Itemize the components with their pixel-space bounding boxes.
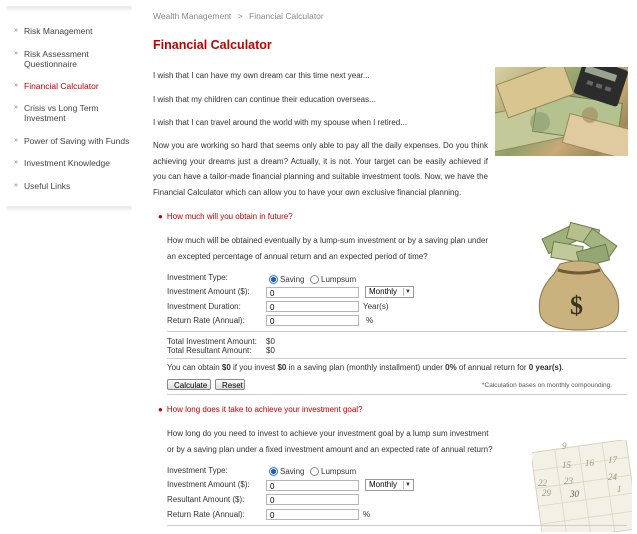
s2-frequency-value: Monthly: [369, 480, 398, 489]
section1-heading: [158, 212, 293, 221]
bullet-dot-icon: ●: [158, 405, 163, 414]
sidebar-item-useful-links[interactable]: [14, 181, 134, 191]
s1-lumpsum-label: Lumpsum: [321, 275, 357, 284]
sidebar-item-crisis[interactable]: [14, 103, 134, 123]
calendar-day: 22: [538, 478, 547, 488]
money-bag-icon: [530, 222, 628, 332]
sidebar-item-risk-management[interactable]: [14, 26, 134, 36]
bullet-icon: »: [14, 50, 18, 57]
bullet-icon: »: [14, 104, 18, 111]
calculate-button[interactable]: Calculate: [167, 379, 211, 390]
s1-frequency-select[interactable]: [365, 286, 414, 298]
calendar-icon: [532, 440, 632, 532]
reset-button[interactable]: Reset: [215, 379, 245, 390]
s1-total-result-value: $0: [266, 346, 275, 355]
sidebar-item-label: Risk Assessment Questionnaire: [24, 49, 89, 69]
s2-saving-radio[interactable]: [269, 467, 278, 476]
sidebar-item-label: Useful Links: [24, 181, 71, 191]
wish-education: I wish that my children can continue their education overseas...: [153, 95, 376, 104]
s1-total-investment-value: $0: [266, 337, 275, 346]
sidebar-item-risk-assessment[interactable]: [14, 49, 134, 69]
dropdown-arrow-icon: ▼: [403, 288, 412, 296]
s2-frequency-select[interactable]: [365, 479, 414, 491]
section1-description: How much will be obtained eventually by a lump-sum investment or by a saving plan under an excepted percentage of annual return and an expected period of time?: [167, 236, 489, 261]
sidebar-item-label: Risk Management: [24, 26, 93, 36]
sidebar-top-divider: [6, 6, 132, 11]
s1-rate-input[interactable]: 0: [266, 315, 359, 326]
calendar-day: 16: [585, 458, 594, 468]
s1-duration-label: Investment Duration:: [167, 302, 241, 311]
sidebar-item-financial-calculator[interactable]: [14, 81, 134, 91]
s2-resultant-label: Resultant Amount ($):: [167, 495, 245, 504]
s1-amount-input[interactable]: 0: [266, 287, 359, 298]
s1-lumpsum-radio[interactable]: [310, 275, 319, 284]
s1-saving-label: Saving: [280, 275, 305, 284]
section2-heading-text: How long does it take to achieve your investment goal?: [166, 405, 363, 414]
s2-amount-input[interactable]: 0: [266, 480, 359, 491]
calendar-day: 24: [608, 472, 617, 482]
breadcrumb-current: Financial Calculator: [249, 11, 324, 21]
s1-rate-label: Return Rate (Annual):: [167, 316, 245, 325]
calendar-day: 9: [562, 441, 567, 451]
s1-total-investment-label: Total Investment Amount:: [167, 337, 257, 346]
s2-rate-label: Return Rate (Annual):: [167, 510, 245, 519]
section1-heading-text: How much will you obtain in future?: [166, 212, 293, 221]
calendar-day: 15: [562, 460, 571, 470]
s1-bottom-divider: [167, 394, 627, 395]
section2-heading: [158, 405, 363, 414]
calendar-day: 29: [542, 488, 551, 498]
breadcrumb: [153, 11, 324, 21]
bullet-icon: »: [14, 82, 18, 89]
s1-total-result-label: Total Resultant Amount:: [167, 346, 252, 355]
calendar-day: 30: [570, 489, 579, 499]
s1-saving-radio[interactable]: [269, 275, 278, 284]
compounding-note: *Calculation bases on monthly compounding.: [482, 382, 613, 389]
bullet-icon: »: [14, 182, 18, 189]
sidebar-item-label: Investment Knowledge: [24, 158, 110, 168]
calendar-day: 1: [617, 484, 622, 494]
bullet-icon: »: [14, 27, 18, 34]
calendar-day: 17: [608, 455, 617, 465]
wish-car: I wish that I can have my own dream car this time next year...: [153, 71, 370, 80]
breadcrumb-root-link[interactable]: Wealth Management: [153, 11, 232, 21]
s2-resultant-input[interactable]: 0: [266, 494, 359, 505]
sidebar-bottom-divider: [6, 206, 132, 211]
s2-rate-unit: %: [363, 510, 371, 519]
wish-travel: I wish that I can travel around the world with my spouse when I retired...: [153, 118, 407, 127]
bullet-icon: »: [14, 159, 18, 166]
s2-amount-label: Investment Amount ($):: [167, 480, 250, 489]
s1-divider-2: [167, 358, 627, 359]
s1-amount-label: Investment Amount ($):: [167, 287, 250, 296]
breadcrumb-separator: >: [237, 11, 243, 21]
s1-result-summary: You can obtain $0 if you invest $0 in a saving plan (monthly installment) under 0% of annual return for 0 year(s).: [167, 363, 564, 372]
section2-description: How long do you need to invest to achieve your investment goal by a lump sum investment or by a saving plan under a fixed investment amount and an expected rate of annual return?: [167, 429, 493, 454]
intro-paragraph: Now you are working so hard that seems only able to pay all the daily expenses. Do you think achieving your dreams just a dream? Actually, it is not. Your target can be easily achieved if you can have a tailor-made financial planning and suitable investment tools. Now, we have the Financial Calculator which can allow you to have your own exclusive financial planning.: [153, 141, 488, 197]
s1-type-label: Investment Type:: [167, 273, 228, 282]
s2-rate-input[interactable]: 0: [266, 509, 359, 520]
s2-divider: [167, 525, 627, 526]
page-title: Financial Calculator: [153, 38, 272, 52]
bullet-dot-icon: ●: [158, 212, 163, 221]
s1-duration-input[interactable]: 0: [266, 301, 359, 312]
money-illustration: [495, 67, 628, 156]
sidebar-item-investment-knowledge[interactable]: [14, 158, 134, 168]
dropdown-arrow-icon: ▼: [403, 481, 412, 489]
s1-duration-unit: Year(s): [363, 302, 389, 311]
s1-frequency-value: Monthly: [369, 287, 398, 296]
s1-divider: [167, 331, 627, 332]
s1-rate-unit: %: [366, 316, 374, 325]
bullet-icon: »: [14, 137, 18, 144]
s2-lumpsum-radio[interactable]: [310, 467, 319, 476]
money-photo: [495, 67, 628, 156]
s2-type-label: Investment Type:: [167, 466, 228, 475]
calendar-day: 23: [564, 476, 573, 486]
sidebar: [0, 0, 140, 220]
sidebar-item-power-of-saving[interactable]: [14, 136, 134, 146]
sidebar-item-label: Power of Saving with Funds: [24, 136, 130, 146]
sidebar-item-label: Financial Calculator: [24, 81, 99, 91]
s2-lumpsum-label: Lumpsum: [321, 467, 357, 476]
s2-saving-label: Saving: [280, 467, 305, 476]
sidebar-item-label: Crisis vs Long Term Investment: [24, 103, 99, 123]
svg-text:$: $: [570, 291, 583, 320]
